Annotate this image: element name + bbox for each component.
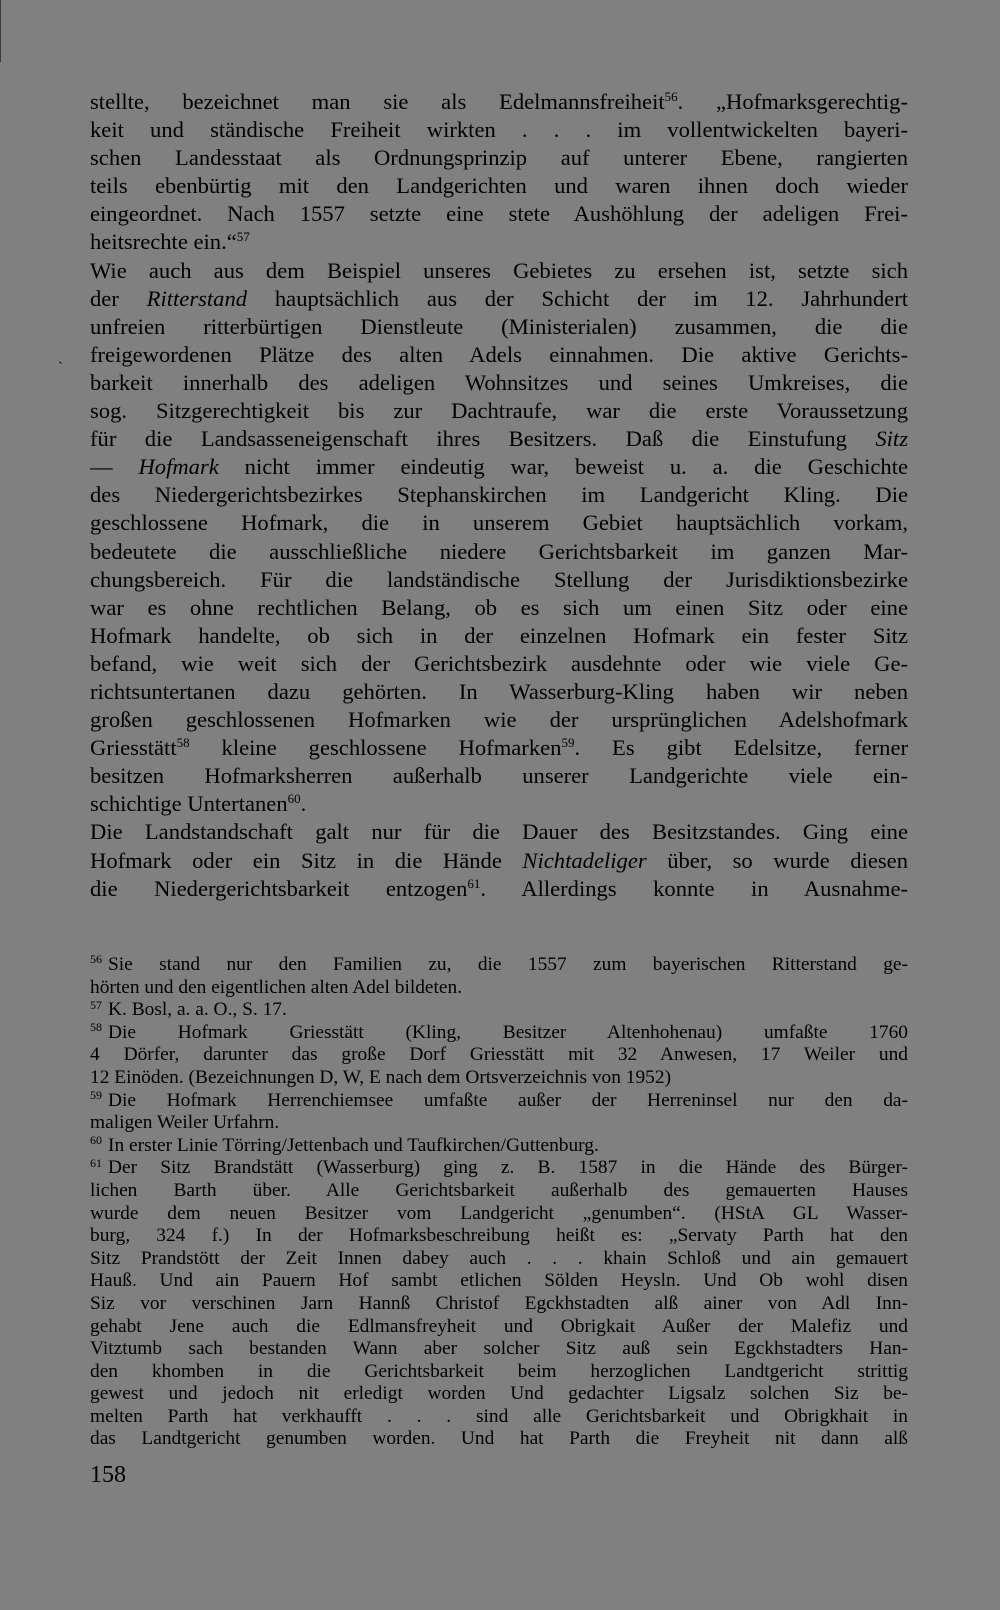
text-segment: für die Landsasseneigenschaft ihres Besitzers. Daß die Einstufung (90, 426, 876, 452)
text-segment: stellte, bezeichnet man sie als Edelmannsfreiheit (90, 89, 665, 114)
text-line (90, 369, 908, 397)
emphasized-term: Nichtadeliger (522, 847, 647, 873)
page-number: 158 (90, 1462, 126, 1488)
text-segment: Hofmark handelte, ob sich in der einzelnen Hofmark ein fester Sitz (90, 622, 908, 648)
text-segment: schen Landesstaat als Ordnungsprinzip auf unterer Ebene, rangierten (90, 145, 908, 171)
text-line (90, 538, 908, 566)
main-text-block (90, 88, 908, 903)
footnote-text: maligen Weiler Urfahrn. (90, 1112, 280, 1134)
footnote-line (90, 1270, 908, 1293)
footnote-line (90, 1383, 908, 1406)
text-line (90, 313, 908, 341)
footnote-text: Siz vor verschinen Jarn Hannß Christof Egckhstadten alß ainer von Adl Inn- (90, 1292, 908, 1314)
text-segment: war es ohne rechtlichen Belang, ob es sich um einen Sitz oder eine (90, 594, 908, 620)
footnote-start-line (90, 1022, 908, 1045)
footnote-line (90, 977, 908, 1000)
footnote-line (90, 1338, 908, 1361)
text-segment: heitsrechte ein.“ (90, 229, 237, 255)
footnote-line (90, 1180, 908, 1203)
text-line (90, 341, 908, 369)
text-segment: teils ebenbürtig mit den Landgerichten und waren ihnen doch wieder (90, 173, 908, 199)
text-line (90, 172, 908, 200)
footnote-reference: 60 (287, 791, 301, 807)
footnote-text: Der Sitz Brandstätt (Wasserburg) ging z. B. 1587 in die Hände des Bürger- (108, 1157, 908, 1179)
footnotes-block (90, 954, 908, 1451)
footnote-line (90, 1316, 908, 1339)
text-segment: bedeutete die ausschließliche niedere Gerichtsbarkeit im ganzen Mar- (90, 538, 908, 564)
text-segment: . „Hofmarksgerechtig- (677, 89, 908, 114)
text-segment: schichtige Untertanen (90, 791, 288, 817)
footnote-text: 12 Einöden. (Bezeichnungen D, W, E nach dem Ortsverzeichnis von 1952) (90, 1066, 672, 1088)
text-line (90, 566, 908, 594)
footnote-text: gewest und jedoch nit erledigt worden Und gedachter Ligsalz solchen Siz be- (90, 1383, 908, 1405)
text-line (90, 481, 908, 509)
text-line (90, 818, 908, 846)
text-segment: des Niedergerichtsbezirkes Stephanskirchen im Landgericht Kling. Die (90, 482, 908, 508)
text-line (90, 594, 908, 622)
text-segment: . (300, 791, 307, 817)
footnote-start-line (90, 1157, 908, 1180)
text-line (90, 847, 908, 875)
footnote-reference: 58 (176, 735, 190, 751)
footnote-line (90, 1248, 908, 1271)
text-segment: besitzen Hofmarksherren außerhalb unserer Landgerichte viele ein- (90, 763, 908, 789)
footnote-text: Vitztumb sach bestanden Wann aber solcher Sitz auß sein Egckhstadters Han- (90, 1338, 908, 1360)
text-segment: der (90, 285, 147, 311)
text-line (90, 622, 908, 650)
text-segment: nicht immer eindeutig war, beweist u. a. die Geschichte (218, 454, 908, 480)
footnote-reference: 61 (467, 875, 481, 891)
text-line (90, 285, 908, 313)
text-line (90, 257, 908, 285)
scan-edge-mark (0, 0, 1, 62)
footnote-text: In erster Linie Törring/Jettenbach und Taufkirchen/Guttenburg. (108, 1134, 599, 1156)
footnote-line (90, 1044, 908, 1067)
footnote-line (90, 1428, 908, 1451)
footnote-text: melten Parth hat verkhaufft . . . sind alle Gerichtsbarkeit und Obrigkhait in (90, 1405, 908, 1427)
emphasized-term: Ritterstand (146, 285, 248, 311)
text-segment: kleine geschlossene Hofmarken (189, 735, 562, 761)
text-line (90, 200, 908, 228)
footnote-line (90, 1406, 908, 1429)
footnote-start-line (90, 954, 908, 977)
footnote-text: hörten und den eigentlichen alten Adel bildeten. (90, 976, 463, 998)
text-segment: geschlossene Hofmark, die in unserem Gebiet hauptsächlich vorkam, (90, 510, 908, 536)
text-segment: richtsuntertanen dazu gehörten. In Wasserburg-Kling haben wir neben (90, 678, 908, 704)
footnote-line (90, 1112, 908, 1135)
footnote-text: Sie stand nur den Familien zu, die 1557 zum bayerischen Ritterstand ge- (108, 954, 908, 975)
text-line (90, 397, 908, 425)
text-segment: die Niedergerichtsbarkeit entzogen (90, 875, 468, 901)
footnote-number: 58 (90, 1021, 102, 1035)
text-segment: Die Landstandschaft galt nur für die Dauer des Besitzstandes. Ging eine (90, 819, 908, 845)
footnote-start-line (90, 1135, 908, 1158)
text-segment: . Es gibt Edelsitze, ferner (574, 735, 908, 761)
text-segment: . Allerdings konnte in Ausnahme- (480, 875, 908, 901)
footnote-reference: 57 (236, 229, 250, 245)
margin-tick-mark: ˋ (58, 360, 63, 376)
footnote-text: Die Hofmark Griesstätt (Kling, Besitzer Altenhohenau) umfaßte 1760 (108, 1021, 908, 1043)
text-segment: Griesstätt (90, 735, 177, 761)
text-line (90, 678, 908, 706)
text-segment: sog. Sitzgerechtigkeit bis zur Dachtraufe, war die erste Voraussetzung (90, 398, 908, 424)
text-line (90, 790, 908, 818)
footnote-text: 4 Dörfer, darunter das große Dorf Griesstätt mit 32 Anwesen, 17 Weiler und (90, 1044, 908, 1066)
text-segment: eingeordnet. Nach 1557 setzte eine stete Aushöhlung der adeligen Frei- (90, 201, 908, 227)
text-line (90, 228, 908, 256)
footnote-text: Sitz Prandstött der Zeit Innen dabey auch . . . khain Schloß und ain gemauert (90, 1247, 908, 1269)
footnote-line (90, 1203, 908, 1226)
text-segment: — (90, 454, 139, 480)
text-segment: barkeit innerhalb des adeligen Wohnsitzes und seines Umkreises, die (90, 369, 908, 395)
footnote-text: lichen Barth über. Alle Gerichtsbarkeit außerhalb des gemauerten Hauses (90, 1179, 908, 1201)
footnote-line (90, 1225, 908, 1248)
footnote-reference: 59 (561, 735, 575, 751)
text-line (90, 453, 908, 481)
footnote-number: 56 (90, 954, 102, 967)
text-segment: befand, wie weit sich der Gerichtsbezirk ausdehnte oder wie viele Ge- (90, 650, 908, 676)
text-line (90, 144, 908, 172)
text-segment: großen geschlossenen Hofmarken wie der ursprünglichen Adelshofmark (90, 707, 908, 733)
text-segment: unfreien ritterbürtigen Dienstleute (Ministerialen) zusammen, die die (90, 313, 908, 339)
footnote-text: K. Bosl, a. a. O., S. 17. (108, 999, 287, 1021)
footnote-number: 59 (90, 1089, 102, 1102)
footnote-text: Die Hofmark Herrenchiemsee umfaßte außer der Herreninsel nur den da- (108, 1089, 908, 1111)
footnote-start-line (90, 999, 908, 1022)
footnote-text: wurde dem neuen Besitzer vom Landgericht „genumben“. (HStA GL Wasser- (90, 1202, 908, 1224)
text-segment: Hofmark oder ein Sitz in die Hände (90, 847, 523, 873)
text-segment: Wie auch aus dem Beispiel unseres Gebietes zu ersehen ist, setzte sich (90, 257, 908, 283)
footnote-text: das Landtgericht genumben worden. Und hat Parth die Freyheit nit dann alß (90, 1428, 908, 1450)
footnote-line (90, 1361, 908, 1384)
text-line (90, 734, 908, 762)
footnote-text: gehabt Jene auch die Edlmansfreyheit und Obrigkait Außer der Malefiz und (90, 1315, 908, 1337)
emphasized-term: Hofmark (138, 454, 219, 480)
footnote-text: Hauß. Und ain Pauern Hof sambt etlichen Sölden Heysln. Und Ob wohl disen (90, 1270, 908, 1292)
footnote-text: burg, 324 f.) In der Hofmarksbeschreibung heißt es: „Servaty Parth hat den (90, 1225, 908, 1247)
footnote-line (90, 1067, 908, 1090)
text-line (90, 875, 908, 903)
text-segment: über, so wurde diesen (646, 847, 908, 873)
text-line (90, 88, 908, 116)
footnote-text: den khomben in die Gerichtsbarkeit beim herzoglichen Landtgericht strittig (90, 1360, 908, 1382)
footnote-number: 57 (90, 997, 102, 1012)
text-line (90, 116, 908, 144)
text-line (90, 762, 908, 790)
emphasized-term: Sitz (875, 426, 908, 452)
text-segment: hauptsächlich aus der Schicht der im 12. Jahrhundert (247, 285, 908, 311)
text-segment: keit und ständische Freiheit wirkten . . . im vollentwickelten bayeri- (90, 117, 908, 143)
footnote-reference: 56 (664, 89, 678, 105)
footnote-line (90, 1293, 908, 1316)
footnote-start-line (90, 1090, 908, 1113)
text-segment: freigewordenen Plätze des alten Adels einnahmen. Die aktive Gerichts- (90, 341, 908, 367)
text-line (90, 706, 908, 734)
text-line (90, 425, 908, 453)
footnote-number: 61 (90, 1157, 102, 1170)
text-segment: chungsbereich. Für die landständische Stellung der Jurisdiktionsbezirke (90, 566, 908, 592)
text-line (90, 650, 908, 678)
footnote-number: 60 (90, 1133, 102, 1148)
text-line (90, 509, 908, 537)
